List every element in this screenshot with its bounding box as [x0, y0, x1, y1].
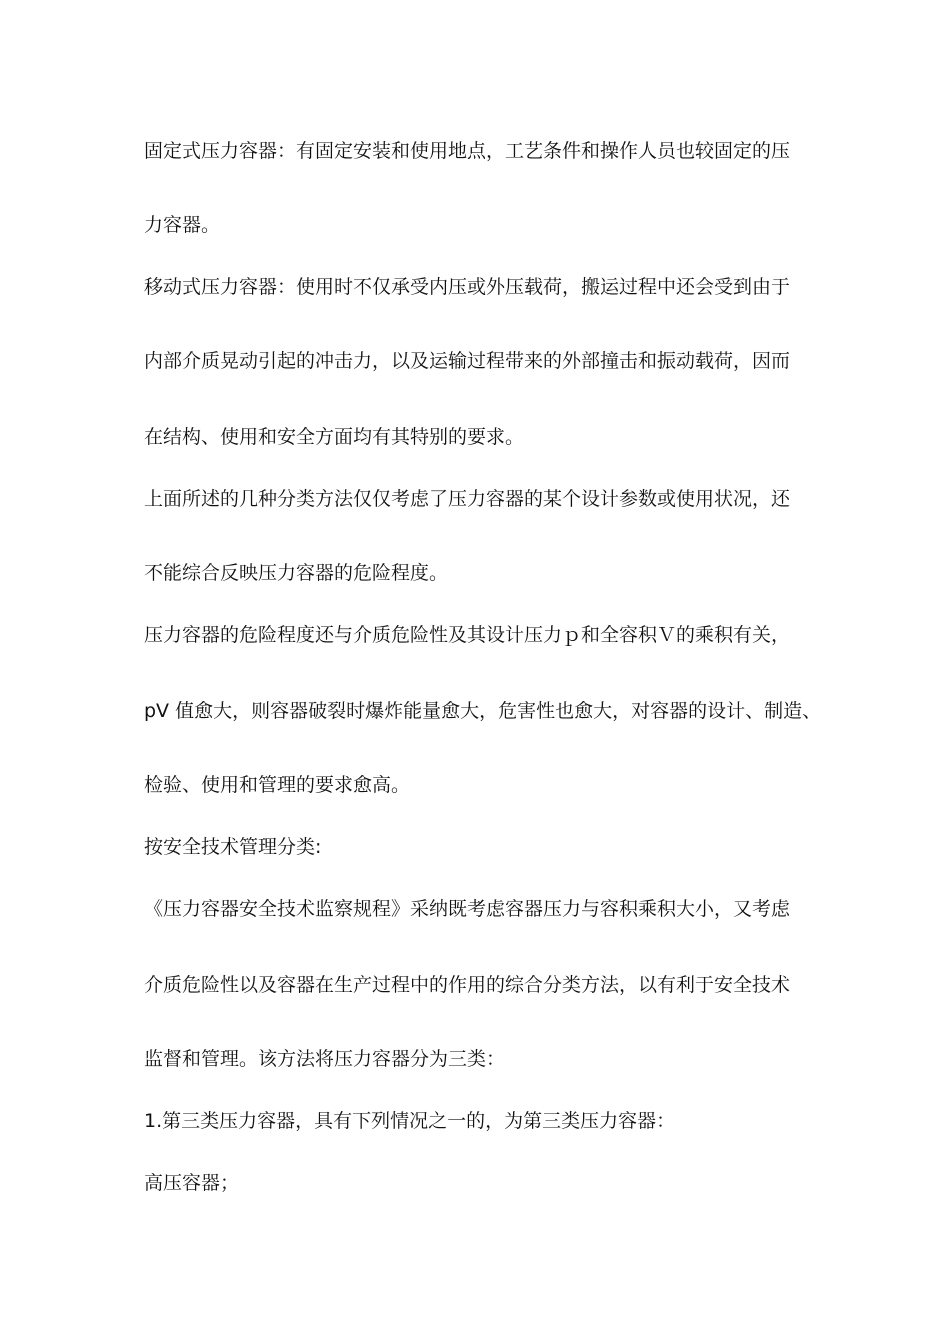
- text-line: 检验、使用和管理的要求愈高。: [144, 774, 411, 796]
- text-line: 力容器。: [144, 214, 221, 236]
- text-line: 监督和管理。该方法将压力容器分为三类：: [144, 1048, 506, 1070]
- text-line: pV 值愈大，则容器破裂时爆炸能量愈大，危害性也愈大，对容器的设计、制造、: [144, 700, 822, 722]
- text-line: 1.第三类压力容器，具有下列情况之一的，为第三类压力容器：: [144, 1110, 676, 1132]
- text-line: 不能综合反映压力容器的危险程度。: [144, 562, 449, 584]
- text-line: 压力容器的危险程度还与介质危险性及其设计压力ｐ和全容积Ｖ的乘积有关，: [144, 624, 791, 646]
- text-line: 介质危险性以及容器在生产过程中的作用的综合分类方法，以有利于安全技术: [144, 974, 791, 996]
- text-line: 高压容器；: [144, 1172, 240, 1194]
- text-line: 按安全技术管理分类:: [144, 836, 322, 858]
- text-line: 移动式压力容器：使用时不仅承受内压或外压载荷，搬运过程中还会受到由于: [144, 276, 791, 298]
- text-line: 上面所述的几种分类方法仅仅考虑了压力容器的某个设计参数或使用状况，还: [144, 488, 791, 510]
- text-line: 固定式压力容器：有固定安装和使用地点，工艺条件和操作人员也较固定的压: [144, 140, 791, 162]
- text-line: 内部介质晃动引起的冲击力，以及运输过程带来的外部撞击和振动载荷，因而: [144, 350, 791, 372]
- text-line: 在结构、使用和安全方面均有其特别的要求。: [144, 426, 525, 448]
- text-line: 《压力容器安全技术监察规程》采纳既考虑容器压力与容积乘积大小，又考虑: [144, 898, 791, 920]
